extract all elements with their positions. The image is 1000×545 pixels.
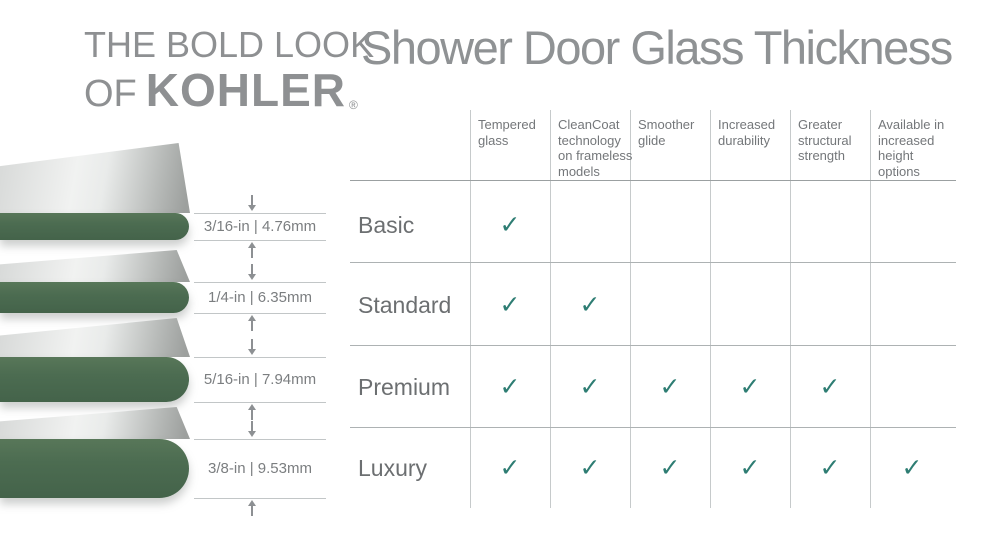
page-title: Shower Door Glass Thickness [361, 21, 952, 74]
arrow-head [248, 242, 256, 248]
thickness-label: 3/16-in | 4.76mm [203, 217, 317, 235]
check-icon: ✓ [739, 453, 761, 482]
dimension-line [194, 498, 326, 499]
table-row-divider [350, 345, 956, 346]
arrow-head [248, 431, 256, 437]
glass-panel-edge [0, 282, 189, 313]
table-column-header: Tempered glass [478, 117, 536, 148]
arrow-head [248, 349, 256, 355]
arrow-head [248, 205, 256, 211]
arrow-down-icon [248, 421, 256, 437]
check-icon: ✓ [579, 453, 601, 482]
glass-panel-edge [0, 357, 189, 402]
table-header-divider [350, 180, 956, 181]
arrow-down-icon [248, 339, 256, 355]
table-column-header: Smoother glide [638, 117, 695, 148]
table-column-divider [470, 110, 471, 508]
glass-panel-surface [0, 143, 190, 213]
arrow-up-icon [248, 404, 256, 420]
arrow-head [248, 274, 256, 280]
arrow-stem [251, 505, 253, 516]
glass-panel-surface [0, 250, 190, 282]
glass-panel-edge [0, 213, 189, 240]
table-column-divider [870, 110, 871, 508]
glass-panel-edge [0, 439, 189, 498]
dimension-line [194, 357, 326, 358]
dimension-line [194, 240, 326, 241]
logo-tagline: THE BOLD LOOK [84, 24, 375, 65]
logo-brand-text: KOHLER [145, 64, 347, 116]
glass-panel-surface [0, 318, 190, 357]
registered-trademark-icon: ® [349, 98, 358, 112]
dimension-line [194, 282, 326, 283]
table-column-divider [790, 110, 791, 508]
row-label-premium: Premium [358, 374, 451, 400]
arrow-up-icon [248, 242, 256, 258]
check-icon: ✓ [819, 372, 841, 401]
check-icon: ✓ [499, 453, 521, 482]
arrow-stem [251, 320, 253, 331]
arrow-head [248, 404, 256, 410]
check-icon: ✓ [659, 453, 681, 482]
table-column-header: Greater structural strength [798, 117, 852, 163]
arrow-head [248, 315, 256, 321]
arrow-down-icon [248, 264, 256, 280]
table-column-divider [550, 110, 551, 508]
table-row-divider [350, 262, 956, 263]
check-icon: ✓ [579, 290, 601, 319]
table-row-divider [350, 427, 956, 428]
dimension-line [194, 402, 326, 403]
row-label-standard: Standard [358, 292, 452, 318]
check-icon: ✓ [499, 210, 521, 239]
check-icon: ✓ [739, 372, 761, 401]
row-label-basic: Basic [358, 212, 415, 238]
arrow-up-icon [248, 500, 256, 516]
logo-of-text: OF [84, 73, 137, 115]
check-icon: ✓ [499, 290, 521, 319]
logo-brand-line [84, 63, 374, 117]
thickness-label: 5/16-in | 7.94mm [203, 370, 317, 388]
thickness-label: 1/4-in | 6.35mm [208, 288, 312, 306]
dimension-line [194, 439, 326, 440]
glass-panel-surface [0, 407, 190, 439]
check-icon: ✓ [579, 372, 601, 401]
arrow-down-icon [248, 195, 256, 211]
arrow-stem [251, 247, 253, 258]
check-icon: ✓ [901, 453, 923, 482]
table-column-header: Available in increased height options [878, 117, 945, 179]
thickness-label: 3/8-in | 9.53mm [208, 459, 312, 477]
table-column-divider [710, 110, 711, 508]
check-icon: ✓ [819, 453, 841, 482]
dimension-line [194, 213, 326, 214]
row-label-luxury: Luxury [358, 455, 428, 481]
check-icon: ✓ [659, 372, 681, 401]
dimension-line [194, 313, 326, 314]
arrow-stem [251, 409, 253, 420]
arrow-head [248, 500, 256, 506]
check-icon: ✓ [499, 372, 521, 401]
arrow-up-icon [248, 315, 256, 331]
table-column-header: Increased durability [718, 117, 776, 148]
table-column-header: CleanCoat technology on frameless models [558, 117, 633, 179]
kohler-logo [84, 24, 374, 117]
